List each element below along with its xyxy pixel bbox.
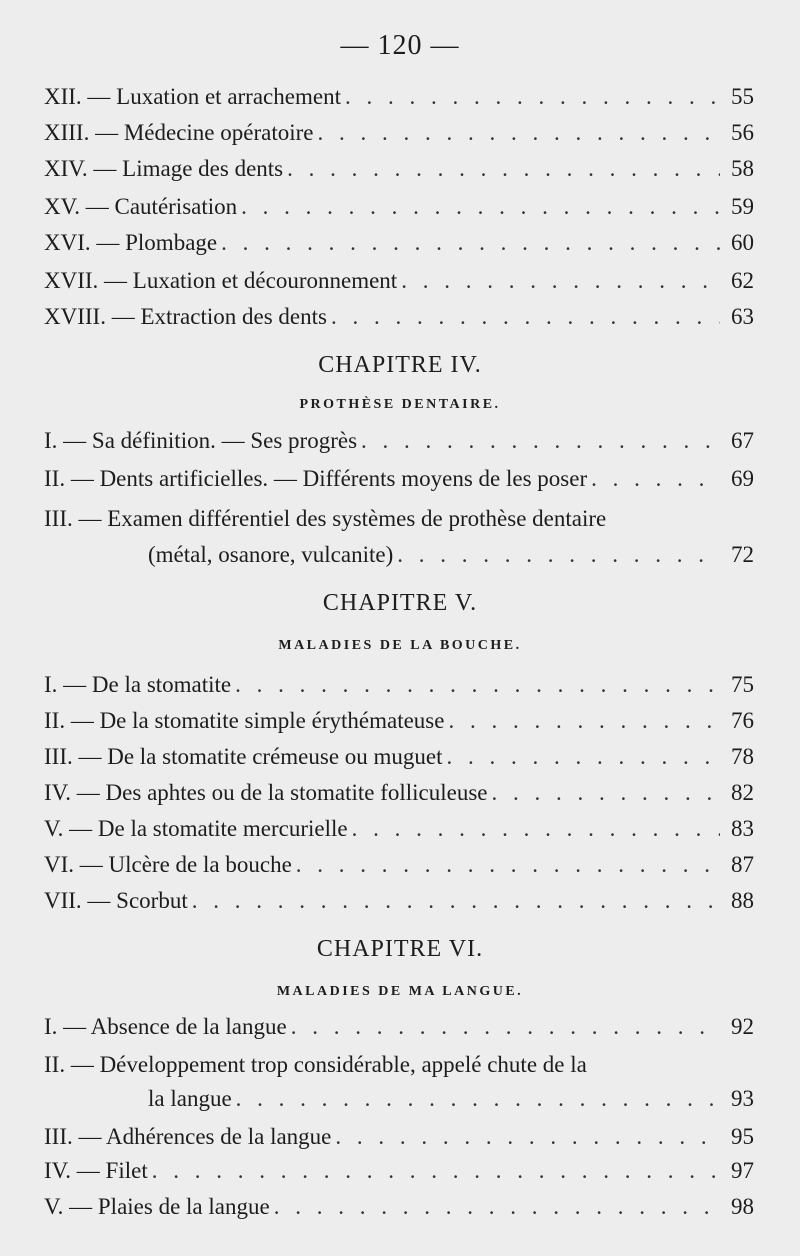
entry-label: XIV. — Limage des dents <box>44 156 284 181</box>
dot-leader <box>192 886 720 916</box>
entry-label: XII. — Luxation et arrachement <box>44 84 341 109</box>
toc-entry-first-line: III. — Examen différentiel des systèmes de prothèse dentaire <box>44 506 607 531</box>
entry-page: 75 <box>731 672 754 697</box>
entry-label: II. — De la stomatite simple érythémateuse <box>44 708 445 733</box>
entry-page: 87 <box>731 852 754 877</box>
entry-page: 62 <box>731 268 754 293</box>
entry-label: VI. — Ulcère de la bouche <box>44 852 292 877</box>
dot-leader <box>274 1192 720 1222</box>
dot-leader <box>448 706 720 736</box>
entry-page: 88 <box>731 888 754 913</box>
entry-page: 97 <box>731 1158 754 1183</box>
toc-entry-continuation <box>148 540 754 570</box>
entry-label: XVII. — Luxation et découronnement <box>44 268 398 293</box>
entry-label: II. — Dents artificielles. — Différents moyens de les poser <box>44 466 588 491</box>
entry-label: XIII. — Médecine opératoire <box>44 120 314 145</box>
entry-page: 60 <box>731 230 754 255</box>
dot-leader <box>296 850 720 880</box>
entry-page: 67 <box>731 428 754 453</box>
entry-label: XV. — Cautérisation <box>44 194 238 219</box>
dot-leader <box>331 302 720 332</box>
dot-leader <box>241 192 720 222</box>
dot-leader <box>291 1012 720 1042</box>
dot-leader <box>152 1156 720 1186</box>
entry-label: la langue <box>148 1086 232 1111</box>
chapter-subtitle: MALADIES DE MA LANGUE. <box>276 984 524 999</box>
dot-leader <box>335 1122 720 1152</box>
toc-entry <box>44 192 754 222</box>
entry-page: 78 <box>731 744 754 769</box>
entry-label: I. — De la stomatite <box>44 672 232 697</box>
toc-entry <box>44 886 754 916</box>
entry-label: III. — Adhérences de la langue <box>44 1124 332 1149</box>
dot-leader <box>361 426 720 456</box>
entry-label: I. — Sa définition. — Ses progrès <box>44 428 358 453</box>
toc-entry <box>44 118 754 148</box>
chapter-title: CHAPITRE V. <box>322 590 478 616</box>
entry-label: VII. — Scorbut <box>44 888 188 913</box>
toc-entry <box>44 464 754 494</box>
entry-label: IV. — Des aphtes ou de la stomatite folliculeuse <box>44 780 488 805</box>
entry-label: V. — De la stomatite mercurielle <box>44 816 348 841</box>
entry-page: 92 <box>731 1014 754 1039</box>
dot-leader <box>397 540 720 570</box>
toc-entry <box>44 426 754 456</box>
toc-entry <box>44 814 754 844</box>
toc-entry <box>44 1192 754 1222</box>
toc-entry-continuation <box>148 1084 754 1114</box>
dot-leader <box>352 814 720 844</box>
entry-page: 93 <box>731 1086 754 1111</box>
chapter-title: CHAPITRE IV. <box>318 352 482 378</box>
entry-page: 69 <box>731 466 754 491</box>
dot-leader <box>401 266 720 296</box>
toc-entry <box>44 1122 754 1152</box>
entry-page: 55 <box>731 84 754 109</box>
toc-entry <box>44 742 754 772</box>
toc-entry <box>44 154 754 184</box>
toc-entry <box>44 266 754 296</box>
dot-leader <box>492 778 720 808</box>
entry-page: 76 <box>731 708 754 733</box>
toc-entry-first-line: II. — Développement trop considérable, appelé chute de la <box>44 1052 587 1077</box>
entry-label: XVIII. — Extraction des dents <box>44 304 327 329</box>
entry-page: 83 <box>731 816 754 841</box>
page-number: — 120 — <box>340 30 460 61</box>
entry-page: 59 <box>731 194 754 219</box>
entry-page: 58 <box>731 156 754 181</box>
dot-leader <box>221 228 720 258</box>
entry-label: III. — De la stomatite crémeuse ou muguet <box>44 744 443 769</box>
entry-label: IV. — Filet <box>44 1158 148 1183</box>
dot-leader <box>235 670 720 700</box>
chapter-subtitle: PROTHÈSE DENTAIRE. <box>299 397 501 412</box>
toc-entry <box>44 302 754 332</box>
entry-page: 95 <box>731 1124 754 1149</box>
toc-entry <box>44 228 754 258</box>
dot-leader <box>591 464 720 494</box>
toc-entry <box>44 82 754 112</box>
entry-label: XVI. — Plombage <box>44 230 218 255</box>
entry-label: V. — Plaies de la langue <box>44 1194 270 1219</box>
entry-page: 82 <box>731 780 754 805</box>
entry-label: (métal, osanore, vulcanite) <box>148 542 394 567</box>
dot-leader <box>236 1084 720 1114</box>
dot-leader <box>447 742 720 772</box>
entry-label: I. — Absence de la langue <box>44 1014 287 1039</box>
toc-entry <box>44 850 754 880</box>
toc-entry <box>44 1156 754 1186</box>
dot-leader <box>318 118 721 148</box>
chapter-subtitle: MALADIES DE LA BOUCHE. <box>278 638 522 653</box>
toc-entry <box>44 778 754 808</box>
dot-leader <box>287 154 720 184</box>
toc-entry <box>44 706 754 736</box>
entry-page: 72 <box>731 542 754 567</box>
entry-page: 63 <box>731 304 754 329</box>
entry-page: 56 <box>731 120 754 145</box>
entry-page: 98 <box>731 1194 754 1219</box>
toc-entry <box>44 670 754 700</box>
toc-entry <box>44 1012 754 1042</box>
chapter-title: CHAPITRE VI. <box>316 936 484 962</box>
dot-leader <box>345 82 720 112</box>
